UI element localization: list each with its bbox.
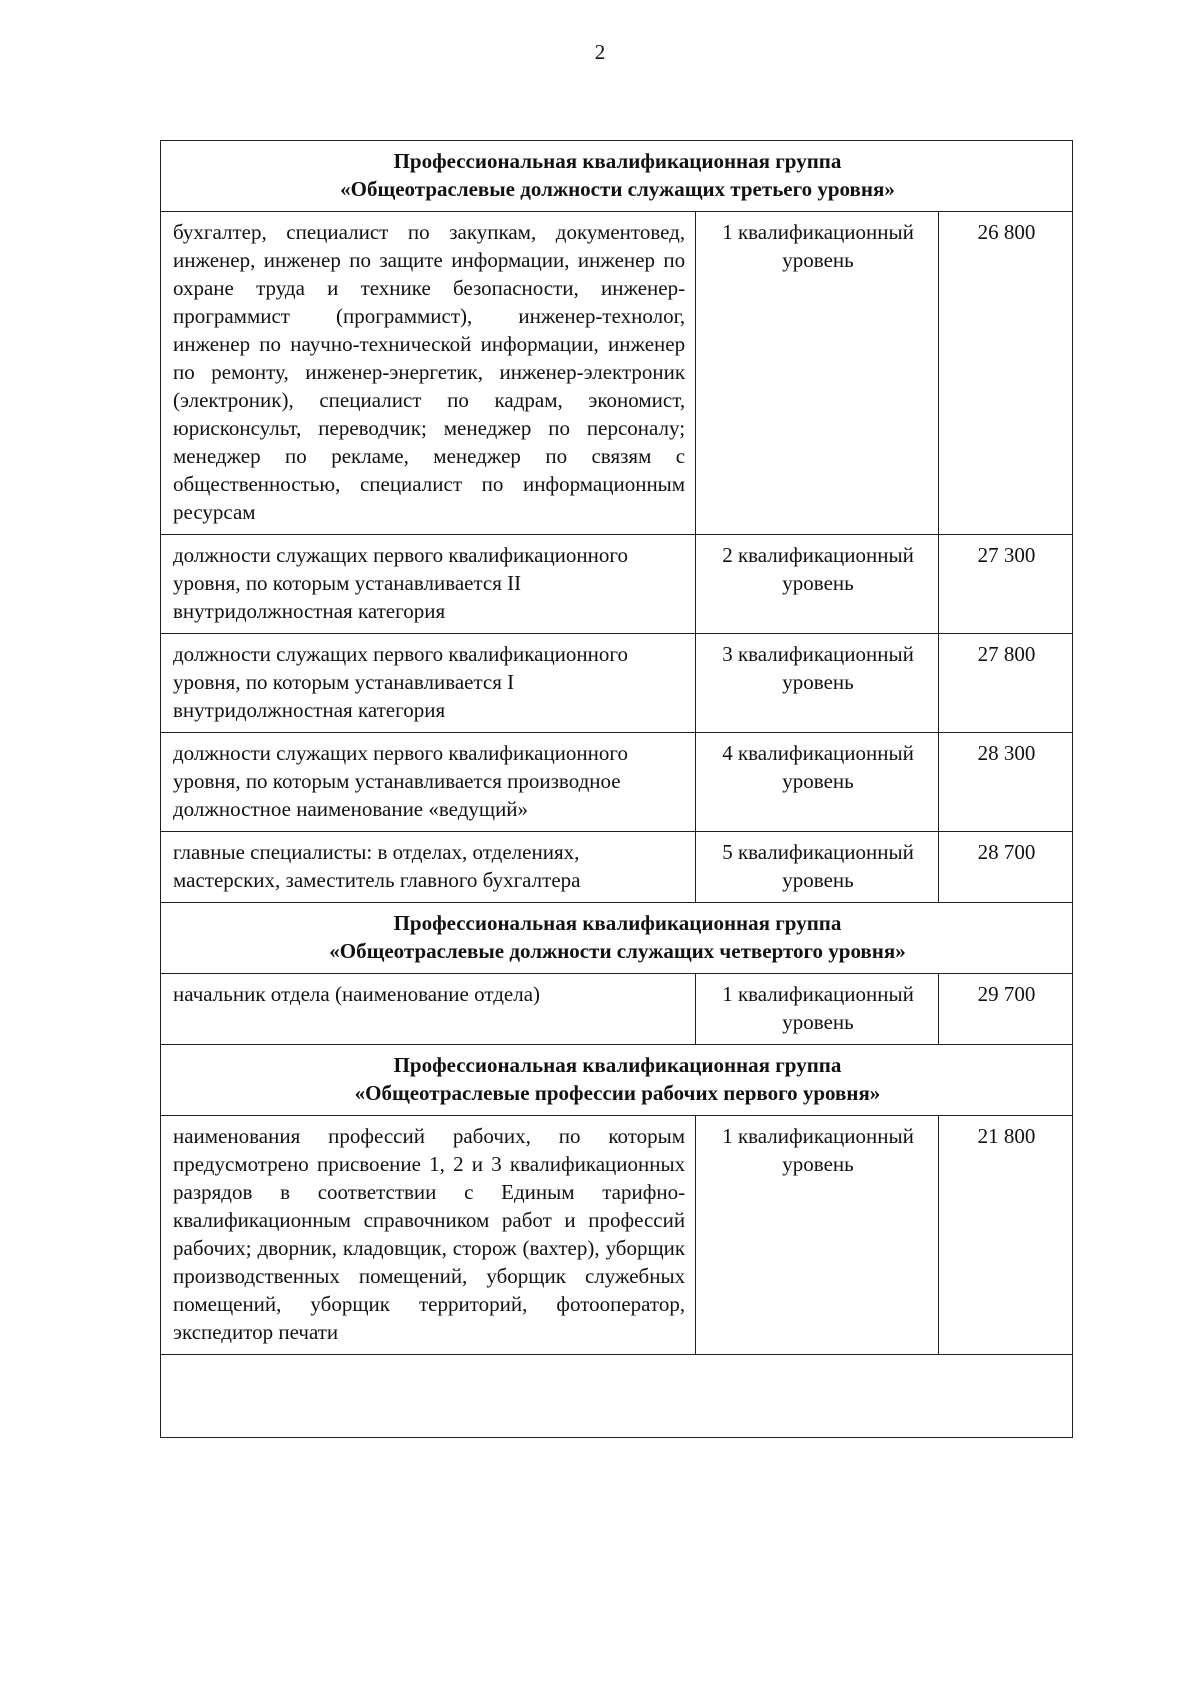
page-number: 2 [594, 40, 606, 64]
salary-table [160, 140, 1073, 1438]
level-label: 2 квалификационный [722, 543, 914, 567]
group-header-row [161, 141, 1073, 212]
table-row [161, 733, 1073, 832]
empty-cell [161, 1355, 1073, 1438]
amount-cell: 26 800 [938, 212, 1072, 535]
level-label: 1 квалификационный [722, 1124, 914, 1148]
level-cell [696, 832, 939, 903]
level-suffix: уровень [782, 868, 854, 892]
level-label: 3 квалификационный [722, 642, 914, 666]
table-row [161, 634, 1073, 733]
level-label: 5 квалификационный [722, 840, 914, 864]
level-suffix: уровень [782, 1010, 854, 1034]
level-cell [696, 1116, 939, 1355]
level-suffix: уровень [782, 1152, 854, 1176]
level-cell [696, 212, 939, 535]
group-title [161, 903, 1073, 974]
amount-cell: 27 300 [938, 535, 1072, 634]
level-cell [696, 535, 939, 634]
group-title-line2: «Общеотраслевые должности служащих четвертого уровня» [329, 939, 906, 963]
level-label: 4 квалификационный [722, 741, 914, 765]
amount-cell: 29 700 [938, 974, 1072, 1045]
group-title-line2: «Общеотраслевые профессии рабочих первого уровня» [354, 1081, 881, 1105]
group-title-line1: Профессиональная квалификационная группа [393, 149, 842, 173]
group-header-row [161, 903, 1073, 974]
table-row [161, 212, 1073, 535]
positions-cell: должности служащих первого квалификационного уровня, по которым устанавливается производное должностное наименование «ведущий» [161, 733, 696, 832]
positions-cell: наименования профессий рабочих, по которым предусмотрено присвоение 1, 2 и 3 квалификационных разрядов в соответствии с Единым тарифно-квалификационным справочником работ и профессий рабочих; дворник, кладовщик, сторож (вахтер), уборщик производственных помещений, уборщик служебных помещений, уборщик территорий, фотооператор, экспедитор печати [161, 1116, 696, 1355]
group-title-line1: Профессиональная квалификационная группа [393, 911, 842, 935]
level-cell [696, 634, 939, 733]
table-row [161, 1116, 1073, 1355]
amount-cell: 28 700 [938, 832, 1072, 903]
positions-cell: начальник отдела (наименование отдела) [161, 974, 696, 1045]
group-title [161, 141, 1073, 212]
level-label: 1 квалификационный [722, 982, 914, 1006]
level-suffix: уровень [782, 248, 854, 272]
level-suffix: уровень [782, 769, 854, 793]
amount-cell: 21 800 [938, 1116, 1072, 1355]
amount-cell: 28 300 [938, 733, 1072, 832]
group-header-row [161, 1045, 1073, 1116]
table-row [161, 832, 1073, 903]
group-title-line1: Профессиональная квалификационная группа [393, 1053, 842, 1077]
group-title [161, 1045, 1073, 1116]
positions-cell: должности служащих первого квалификационного уровня, по которым устанавливается I внутридолжностная категория [161, 634, 696, 733]
level-cell [696, 733, 939, 832]
positions-cell: должности служащих первого квалификационного уровня, по которым устанавливается II внутридолжностная категория [161, 535, 696, 634]
table-row [161, 974, 1073, 1045]
empty-row [161, 1355, 1073, 1438]
level-suffix: уровень [782, 571, 854, 595]
amount-cell: 27 800 [938, 634, 1072, 733]
level-label: 1 квалификационный [722, 220, 914, 244]
positions-cell: бухгалтер, специалист по закупкам, документовед, инженер, инженер по защите информации, инженер по охране труда и технике безопасности, инженер-программист (программист), инженер-технолог, инженер по научно-технической информации, инженер по ремонту, инженер-энергетик, инженер-электроник (электроник), специалист по кадрам, экономист, юрисконсульт, переводчик; менеджер по персоналу; менеджер по рекламе, менеджер по связям с общественностью, специалист по информационным ресурсам [161, 212, 696, 535]
level-suffix: уровень [782, 670, 854, 694]
group-title-line2: «Общеотраслевые должности служащих третьего уровня» [340, 177, 895, 201]
positions-cell: главные специалисты: в отделах, отделениях, мастерских, заместитель главного бухгалтера [161, 832, 696, 903]
table-row [161, 535, 1073, 634]
level-cell [696, 974, 939, 1045]
